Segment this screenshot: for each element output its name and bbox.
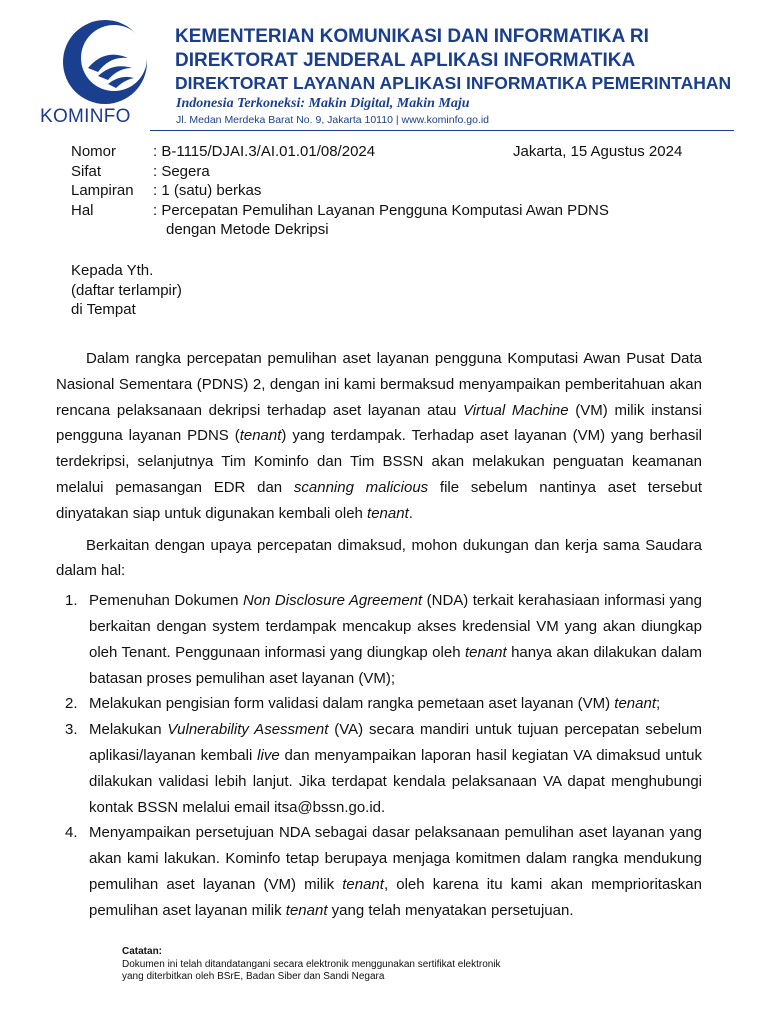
list-item (56, 820, 702, 923)
hal-value: : Percepatan Pemulihan Layanan Pengguna Komputasi Awan PDNS (153, 201, 609, 219)
item1-italic-b: Non Disclosure Agreement (242, 592, 423, 610)
p1-text-e: ) yang terdampak. Terhadap aset layanan (VM) yang berhasil terdekripsi, selanjutnya Tim Kominfo dan Tim BSSN akan melakukan penguatan keamanan melalui pemasangan EDR dan (56, 427, 702, 496)
item4-text-e: yang telah menyatakan persetujuan. (327, 901, 574, 919)
item3-italic-b: Vulnerability Asessment (167, 721, 329, 739)
sifat-label: Sifat (71, 162, 102, 180)
item4-italic-d: tenant (285, 901, 328, 919)
p1-text-a: Dalam rangka percepatan pemulihan aset layanan pengguna Komputasi Awan Pusat Data Nasional Sementara (PDNS) 2, dengan ini kami bermaksud menyampaikan pemberitahuan akan rencana pelaksanaan dekripsi terhadap aset layanan atau (56, 350, 702, 419)
meta-row-sifat (71, 162, 711, 182)
signature-note (122, 946, 501, 984)
list-number: 2. (65, 695, 78, 713)
item4-text-a: Menyampaikan persetujuan NDA sebagai dasar pelaksanaan pemulihan aset layanan yang akan kami lakukan. Kominfo tetap berupaya menjaga komitmen dalam rangka mendukung pemulihan aset layanan (VM) milik (89, 824, 702, 893)
sifat-value: : Segera (153, 162, 210, 180)
recipient-place: di Tempat (71, 301, 136, 318)
item3-text-a: Melakukan (89, 721, 168, 739)
tagline: Indonesia Terkoneksi: Makin Digital, Makin Maju (176, 96, 470, 111)
p1-text-i: . (408, 504, 413, 522)
recipient-block (71, 261, 182, 320)
item2-text-c: ; (656, 695, 661, 713)
item4-italic-b: tenant (342, 875, 384, 893)
meta-row-lampiran (71, 181, 711, 201)
note-line-1: Dokumen ini telah ditandatangani secara elektronik menggunakan sertifikat elektronik (122, 958, 501, 970)
p1-italic-b: Virtual Machine (462, 401, 569, 419)
list-item (56, 691, 702, 717)
item1-italic-d: tenant (464, 643, 507, 661)
letter-date: Jakarta, 15 Agustus 2024 (513, 143, 683, 160)
hal-label: Hal (71, 201, 94, 219)
item3-italic-d: live (257, 746, 280, 764)
letterhead (0, 0, 768, 135)
letter-meta (71, 142, 711, 240)
kominfo-logo-icon (58, 18, 153, 110)
directorate-general-name: DIREKTORAT JENDERAL APLIKASI INFORMATIKA (175, 50, 636, 71)
note-title: Catatan: (122, 946, 163, 957)
lampiran-label: Lampiran (71, 182, 134, 199)
list-number: 4. (65, 824, 78, 842)
nomor-value: : B-1115/DJAI.3/AI.01.01/08/2024 (153, 143, 376, 160)
nomor-label: Nomor (71, 143, 117, 160)
p1-italic-f: scanning malicious (293, 478, 429, 496)
list-number: 3. (65, 721, 78, 739)
list-item (56, 588, 702, 691)
paragraph-1 (56, 346, 702, 527)
meta-row-hal (71, 201, 711, 221)
meta-row-hal-cont (71, 220, 711, 240)
item1-text-c: (NDA) terkait kerahasiaan informasi yang berkaitan dengan system terdampak mencakup akses kredensial VM yang akan diungkap oleh Tenant. Penggunaan informasi yang diungkap oleh (89, 592, 702, 661)
p1-text-c: (VM) milik instansi pengguna layanan PDNS ( (56, 401, 702, 445)
request-list (56, 588, 702, 923)
list-number: 1. (65, 592, 78, 610)
item4-text-c: , oleh karena itu kami akan memprioritaskan pemulihan aset layanan milik (89, 875, 702, 919)
item3-text-c: (VA) secara mandiri untuk tujuan percepatan sebelum aplikasi/layanan kembali (89, 721, 702, 764)
recipient-list-note: (daftar terlampir) (71, 281, 182, 299)
header-divider (150, 130, 734, 131)
address: Jl. Medan Merdeka Barat No. 9, Jakarta 10110 | www.kominfo.go.id (176, 114, 490, 126)
paragraph-2: Berkaitan dengan upaya percepatan dimaksud, mohon dukungan dan kerja sama Saudara dalam hal: (56, 536, 702, 580)
p1-text-g: file sebelum nantinya aset tersebut dinyatakan siap untuk digunakan kembali oleh (56, 478, 702, 522)
ministry-name: KEMENTERIAN KOMUNIKASI DAN INFORMATIKA RI (175, 26, 649, 47)
directorate-name: DIREKTORAT LAYANAN APLIKASI INFORMATIKA PEMERINTAHAN (175, 73, 732, 93)
letter-body (56, 346, 702, 924)
recipient-salutation: Kepada Yth. (71, 262, 154, 279)
p1-italic-h: tenant (367, 504, 409, 522)
hal-value-cont: dengan Metode Dekripsi (166, 221, 329, 238)
p1-italic-d: tenant (239, 427, 282, 445)
meta-row-nomor (71, 142, 711, 162)
item2-text-a: Melakukan pengisian form validasi dalam rangka pemetaan aset layanan (VM) (89, 695, 615, 713)
item2-italic-b: tenant (614, 695, 656, 713)
item1-text-e: hanya akan dilakukan dalam batasan proses pemulihan aset layanan (VM); (89, 643, 702, 687)
item3-text-e: dan menyampaikan laporan hasil kegiatan VA dimaksud untuk dilakukan validasi lebih lanjut. Jika terdapat kendala pelaksanaan VA dapat menghubungi kontak BSSN melalui email itsa@bssn.go.id. (89, 746, 702, 816)
note-line-2: yang diterbitkan oleh BSrE, Badan Siber dan Sandi Negara (122, 971, 385, 982)
item1-text-a: Pemenuhan Dokumen (89, 592, 243, 610)
logo-wordmark: KOMINFO (40, 106, 131, 127)
list-item (56, 717, 702, 820)
lampiran-value: : 1 (satu) berkas (153, 182, 262, 199)
